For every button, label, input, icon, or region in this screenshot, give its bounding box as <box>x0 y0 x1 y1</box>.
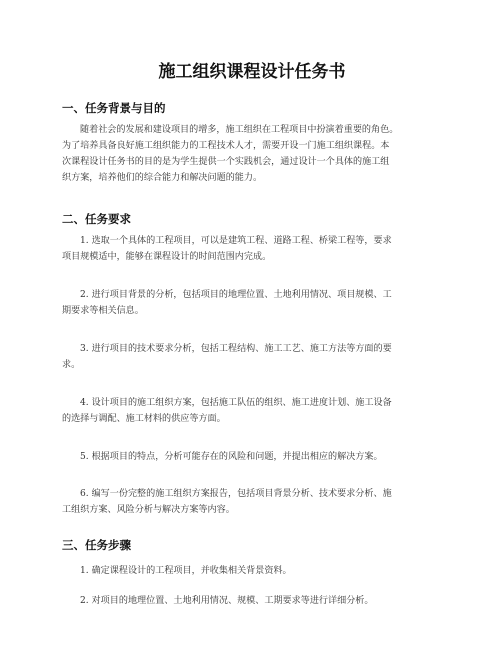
requirement-item-1 <box>62 233 442 265</box>
paragraph-line: 为了培养具备良好施工组织能力的工程技术人才，需要开设一门施工组织课程。本 <box>62 141 390 151</box>
paragraph-line: 次课程设计任务书的目的是为学生提供一个实践机会，通过设计一个具体的施工组 <box>62 157 390 167</box>
section-heading-background: 一、任务背景与目的 <box>62 101 166 115</box>
paragraph-line: 项目规模适中，能够在课程设计的时间范围内完成。 <box>62 252 272 262</box>
paragraph-line: 3. 进行项目的技术要求分析，包括工程结构、施工工艺、施工方法等方面的要 <box>80 344 392 354</box>
paragraph-line: 5. 根据项目的特点，分析可能存在的风险和问题，并提出相应的解决方案。 <box>80 452 383 462</box>
paragraph-line: 1. 确定课程设计的工程项目，并收集相关背景资料。 <box>80 566 292 576</box>
requirement-item-5 <box>62 449 442 465</box>
step-item-2 <box>62 593 442 609</box>
paragraph-line: 2. 进行项目背景的分析，包括项目的地理位置、土地利用情况、项目规模、工 <box>80 290 392 300</box>
paragraph-line: 期要求等相关信息。 <box>62 306 144 316</box>
section-heading-requirements: 二、任务要求 <box>62 212 131 226</box>
step-item-1 <box>62 563 442 579</box>
paragraph-line: 求。 <box>62 360 81 370</box>
paragraph-line: 4. 设计项目的施工组织方案，包括施工队伍的组织、施工进度计划、施工设备 <box>80 398 392 408</box>
paragraph-line: 织方案，培养他们的综合能力和解决问题的能力。 <box>62 173 263 183</box>
paragraph-line: 6. 编写一份完整的施工组织方案报告，包括项目背景分析、技术要求分析、施 <box>80 489 392 499</box>
section-heading-steps: 三、任务步骤 <box>62 538 131 552</box>
paragraph-line: 的选择与调配、施工材料的供应等方面。 <box>62 414 226 424</box>
requirement-item-3 <box>62 341 442 373</box>
paragraph-line: 1. 选取一个具体的工程项目，可以是建筑工程、道路工程、桥梁工程等，要求 <box>80 236 392 246</box>
paragraph-line: 工组织方案、风险分析与解决方案等内容。 <box>62 505 235 515</box>
paragraph-line: 随着社会的发展和建设项目的增多，施工组织在工程项目中扮演着重要的角色。 <box>80 125 399 135</box>
document-title: 施工组织课程设计任务书 <box>158 62 346 82</box>
requirement-item-4 <box>62 395 442 427</box>
paragraph-line: 2. 对项目的地理位置、土地利用情况、规模、工期要求等进行详细分析。 <box>80 596 374 606</box>
requirement-item-2 <box>62 287 442 319</box>
section-background-paragraph <box>62 122 442 186</box>
requirement-item-6 <box>62 486 442 518</box>
